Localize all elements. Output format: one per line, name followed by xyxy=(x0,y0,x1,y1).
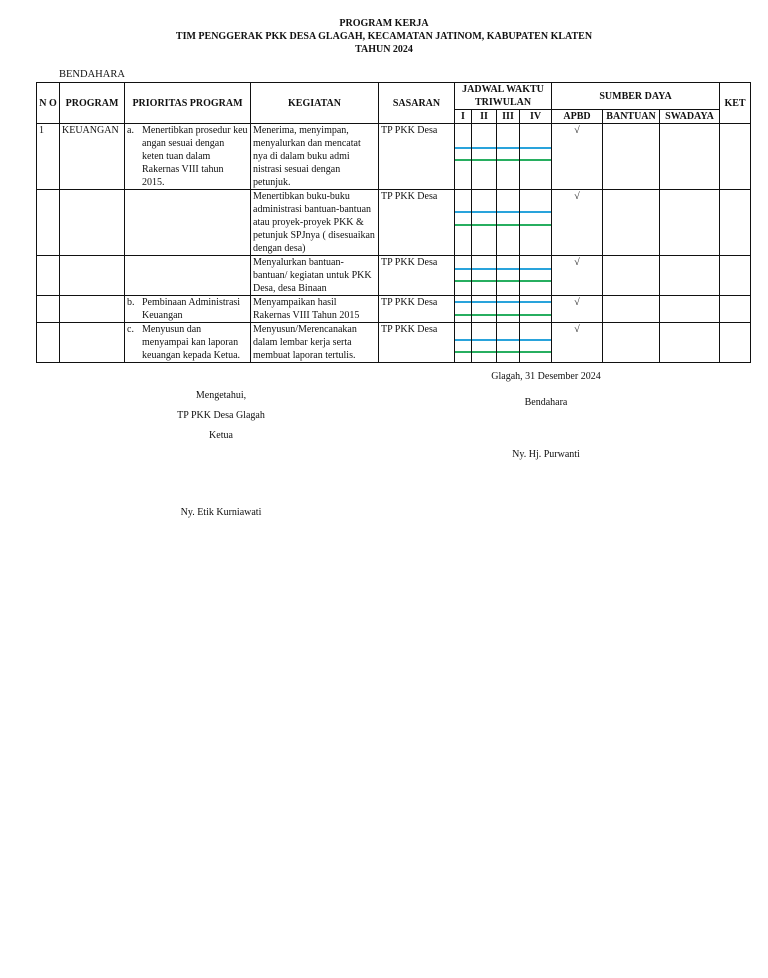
cell-apbd: √ xyxy=(552,296,603,323)
cell-prioritas xyxy=(125,296,251,323)
cell-no xyxy=(37,256,60,296)
schedule-bar-green xyxy=(497,351,519,353)
schedule-q3 xyxy=(497,190,520,256)
schedule-bar-blue xyxy=(520,301,551,303)
cell-ket xyxy=(720,256,751,296)
header-jadwal: JADWAL WAKTU TRIWULAN xyxy=(455,83,552,110)
schedule-bar-blue xyxy=(472,211,496,213)
schedule-q2 xyxy=(472,296,497,323)
schedule-bar-blue xyxy=(497,268,519,270)
cell-program xyxy=(60,256,125,296)
schedule-bar-green xyxy=(520,314,551,316)
schedule-bar-blue xyxy=(497,339,519,341)
cell-ket xyxy=(720,323,751,363)
schedule-bar-blue xyxy=(455,211,471,213)
schedule-q2 xyxy=(472,124,497,190)
schedule-bar-green xyxy=(455,351,471,353)
section-label: BENDAHARA xyxy=(59,69,125,80)
cell-prioritas xyxy=(125,323,251,363)
signature-right-name: Ny. Hj. Purwanti xyxy=(512,449,580,460)
schedule-q3 xyxy=(497,256,520,296)
schedule-bar-green xyxy=(497,159,519,161)
schedule-bar-blue xyxy=(520,211,551,213)
header-q2: II xyxy=(472,110,497,124)
schedule-bar-green xyxy=(455,314,471,316)
signature-left-role: Ketua xyxy=(209,430,233,441)
schedule-bar-blue xyxy=(520,339,551,341)
cell-sasaran: TP PKK Desa xyxy=(379,190,455,256)
header-q3: III xyxy=(497,110,520,124)
table-row xyxy=(37,124,751,190)
cell-swadaya xyxy=(660,124,720,190)
cell-program xyxy=(60,323,125,363)
schedule-bar-blue xyxy=(472,301,496,303)
cell-ket xyxy=(720,124,751,190)
table-row xyxy=(37,190,751,256)
cell-prioritas xyxy=(125,256,251,296)
header-q4: IV xyxy=(520,110,552,124)
schedule-bar-blue xyxy=(497,147,519,149)
cell-program xyxy=(60,296,125,323)
cell-bantuan xyxy=(603,296,660,323)
schedule-bar-blue xyxy=(520,268,551,270)
header-apbd: APBD xyxy=(552,110,603,124)
schedule-bar-green xyxy=(455,224,471,226)
cell-apbd: √ xyxy=(552,323,603,363)
cell-apbd: √ xyxy=(552,124,603,190)
schedule-bar-blue xyxy=(455,268,471,270)
header-sumber-daya: SUMBER DAYA xyxy=(552,83,720,110)
signature-date: Glagah, 31 Desember 2024 xyxy=(491,371,601,382)
schedule-q4 xyxy=(520,296,552,323)
schedule-q1 xyxy=(455,190,472,256)
work-program-table xyxy=(36,82,751,363)
cell-swadaya xyxy=(660,323,720,363)
schedule-bar-blue xyxy=(472,147,496,149)
cell-bantuan xyxy=(603,323,660,363)
cell-no xyxy=(37,190,60,256)
schedule-q2 xyxy=(472,323,497,363)
doc-title: PROGRAM KERJA xyxy=(339,18,429,29)
schedule-bar-green xyxy=(455,159,471,161)
schedule-bar-green xyxy=(497,314,519,316)
schedule-q1 xyxy=(455,256,472,296)
priority-letter: b. xyxy=(127,297,135,308)
cell-swadaya xyxy=(660,296,720,323)
signature-acknowledged: Mengetahui, xyxy=(195,390,247,401)
cell-bantuan xyxy=(603,124,660,190)
cell-swadaya xyxy=(660,190,720,256)
cell-sasaran: TP PKK Desa xyxy=(379,323,455,363)
cell-sasaran: TP PKK Desa xyxy=(379,296,455,323)
schedule-q3 xyxy=(497,124,520,190)
schedule-bar-blue xyxy=(472,339,496,341)
priority-letter: c. xyxy=(127,324,134,335)
cell-apbd: √ xyxy=(552,190,603,256)
table-row xyxy=(37,323,751,363)
schedule-q3 xyxy=(497,296,520,323)
cell-swadaya xyxy=(660,256,720,296)
header-bantuan: BANTUAN xyxy=(603,110,660,124)
schedule-bar-green xyxy=(472,351,496,353)
schedule-bar-green xyxy=(455,280,471,282)
schedule-bar-blue xyxy=(497,211,519,213)
header-no: N O xyxy=(37,83,60,124)
cell-no xyxy=(37,323,60,363)
schedule-q1 xyxy=(455,124,472,190)
schedule-bar-blue xyxy=(497,301,519,303)
doc-subtitle: TIM PENGGERAK PKK DESA GLAGAH, KECAMATAN JATINOM, KABUPATEN KLATEN xyxy=(175,31,593,42)
cell-program xyxy=(60,190,125,256)
schedule-bar-green xyxy=(472,224,496,226)
table-row xyxy=(37,256,751,296)
table-row xyxy=(37,296,751,323)
schedule-bar-blue xyxy=(455,147,471,149)
cell-kegiatan: Menerima, menyimpan, menyalurkan dan mencatat nya di dalam buku admi nistrasi sesuai dengan petunjuk. xyxy=(251,124,379,190)
schedule-q2 xyxy=(472,190,497,256)
cell-bantuan xyxy=(603,190,660,256)
signature-right-role: Bendahara xyxy=(524,397,568,408)
schedule-bar-blue xyxy=(455,339,471,341)
cell-kegiatan: Menyampaikan hasil Rakernas VIII Tahun 2015 xyxy=(251,296,379,323)
header-prioritas: PRIORITAS PROGRAM xyxy=(125,83,251,124)
cell-bantuan xyxy=(603,256,660,296)
cell-program: KEUANGAN xyxy=(60,124,125,190)
schedule-bar-green xyxy=(520,159,551,161)
schedule-bar-green xyxy=(472,314,496,316)
priority-text: Pembinaan Administrasi Keuangan xyxy=(142,297,241,321)
cell-kegiatan: Menyusun/Merencanakan dalam lembar kerja serta membuat laporan tertulis. xyxy=(251,323,379,363)
cell-kegiatan: Menertibkan buku-buku administrasi bantuan-bantuan atau proyek-proyek PKK & petunjuk SPJnya ( disesuaikan dengan desa) xyxy=(251,190,379,256)
cell-apbd: √ xyxy=(552,256,603,296)
schedule-q4 xyxy=(520,190,552,256)
signature-left-name: Ny. Etik Kurniawati xyxy=(180,507,262,518)
schedule-q1 xyxy=(455,323,472,363)
schedule-q1 xyxy=(455,296,472,323)
signature-left-org: TP PKK Desa Glagah xyxy=(177,410,265,421)
cell-ket xyxy=(720,296,751,323)
schedule-bar-green xyxy=(520,280,551,282)
schedule-bar-green xyxy=(472,280,496,282)
cell-sasaran: TP PKK Desa xyxy=(379,256,455,296)
cell-no xyxy=(37,296,60,323)
cell-no: 1 xyxy=(37,124,60,190)
schedule-bar-blue xyxy=(455,301,471,303)
schedule-bar-green xyxy=(497,224,519,226)
header-kegiatan: KEGIATAN xyxy=(251,83,379,124)
schedule-bar-blue xyxy=(520,147,551,149)
schedule-bar-blue xyxy=(472,268,496,270)
header-ket: KET xyxy=(720,83,751,124)
schedule-q4 xyxy=(520,323,552,363)
schedule-bar-green xyxy=(472,159,496,161)
priority-letter: a. xyxy=(127,125,134,136)
schedule-q2 xyxy=(472,256,497,296)
header-sasaran: SASARAN xyxy=(379,83,455,124)
header-program: PROGRAM xyxy=(60,83,125,124)
schedule-q4 xyxy=(520,256,552,296)
cell-ket xyxy=(720,190,751,256)
doc-year: TAHUN 2024 xyxy=(355,44,413,55)
cell-kegiatan: Menyalurkan bantuan-bantuan/ kegiatan untuk PKK Desa, desa Binaan xyxy=(251,256,379,296)
schedule-bar-green xyxy=(520,224,551,226)
cell-prioritas xyxy=(125,124,251,190)
schedule-q3 xyxy=(497,323,520,363)
schedule-bar-green xyxy=(520,351,551,353)
schedule-q4 xyxy=(520,124,552,190)
cell-prioritas xyxy=(125,190,251,256)
priority-text: Menertibkan prosedur keu angan sesuai dengan keten tuan dalam Rakernas VIII tahun 2015. xyxy=(142,125,248,188)
header-swadaya: SWADAYA xyxy=(660,110,720,124)
header-q1: I xyxy=(455,110,472,124)
priority-text: Menyusun dan menyampai kan laporan keuangan kepada Ketua. xyxy=(142,324,241,361)
cell-sasaran: TP PKK Desa xyxy=(379,124,455,190)
schedule-bar-green xyxy=(497,280,519,282)
